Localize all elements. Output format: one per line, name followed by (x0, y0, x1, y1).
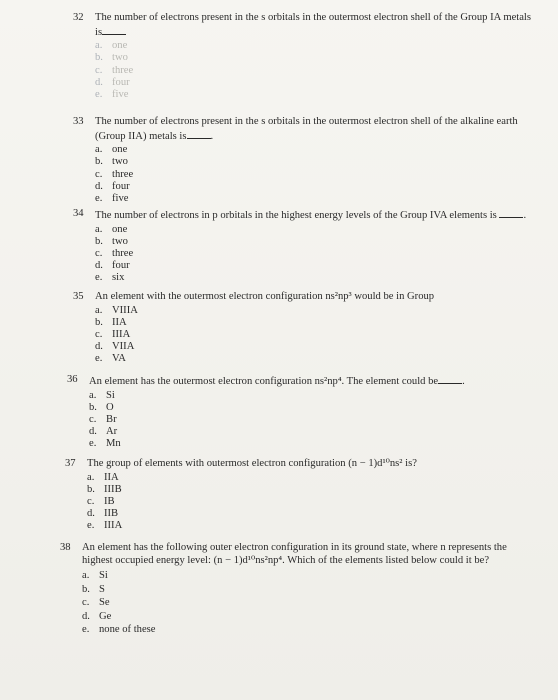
option-text: two (112, 156, 128, 168)
option-letter: c. (95, 328, 103, 340)
option-a (89, 390, 543, 402)
option-c (95, 248, 543, 260)
question-text-line: The group of elements with outermost electron configuration (n − 1)d¹⁰ns² is? (87, 458, 417, 469)
option-text: three (112, 247, 134, 259)
option-letter: a. (89, 389, 97, 401)
option-letter: c. (82, 597, 90, 609)
option-a (95, 305, 543, 317)
option-d (82, 610, 546, 624)
option-text: VIIA (112, 341, 135, 353)
option-letter: e. (89, 438, 97, 450)
option-letter: e. (95, 272, 103, 284)
option-text: Br (106, 413, 117, 425)
question-33: 33 The number of electrons present in the s orbitals in the outermost electron shell of the alkaline earth (Group IIA) metals is . a. one b. two c. three d. four e. five (73, 116, 543, 205)
option-letter: d. (82, 610, 90, 622)
option-text: O (106, 401, 114, 413)
question-text-line: is (95, 26, 103, 38)
option-letter: c. (89, 413, 97, 425)
option-text: one (112, 144, 128, 156)
option-a (95, 224, 543, 236)
option-letter: c. (95, 168, 103, 180)
option-letter: a. (95, 223, 103, 235)
option-text: Si (106, 389, 115, 401)
question-34: 34 The number of electrons in p orbitals in the highest energy levels of the Group IVA elements is . a. one b. two c. three d. four e. six (73, 208, 543, 285)
question-text-line: The number of electrons present in the s orbitals in the outermost electron shell of the Group IA metals (95, 12, 531, 23)
option-a (82, 569, 546, 583)
option-text: IIIA (112, 328, 131, 340)
option-text: four (112, 260, 130, 272)
option-e (95, 353, 543, 365)
option-d (95, 260, 543, 272)
option-text: Si (99, 570, 108, 582)
option-letter: c. (95, 247, 103, 259)
option-letter: a. (95, 304, 103, 316)
question-32 (73, 12, 543, 101)
option-d (95, 77, 543, 89)
option-text: VIIIA (112, 304, 138, 316)
option-a (95, 144, 543, 156)
option-text: Ar (106, 426, 118, 438)
option-c (95, 65, 543, 77)
option-text: six (112, 272, 125, 284)
option-d (95, 181, 543, 193)
question-text-line: An element with the outermost electron configuration ns²np³ would be in Group (95, 291, 435, 302)
option-letter: c. (87, 495, 95, 507)
option-text: IIA (112, 316, 127, 328)
option-b (95, 52, 543, 64)
option-letter: e. (95, 88, 103, 100)
question-text-line: The number of electrons present in the s orbitals in the outermost electron shell of the alkaline earth (95, 116, 518, 127)
option-e (95, 89, 543, 101)
option-letter: a. (87, 471, 95, 483)
option-letter: b. (82, 583, 90, 595)
option-letter: e. (82, 624, 90, 636)
question-number: 38 (60, 542, 71, 553)
question-text-line: (Group IIA) metals is (95, 130, 187, 142)
option-d (95, 341, 543, 353)
option-a (95, 40, 543, 52)
option-e (95, 272, 543, 284)
answer-blank (102, 25, 126, 35)
option-letter: d. (95, 180, 103, 192)
option-d (89, 426, 543, 438)
option-text: three (112, 64, 134, 76)
option-letter: b. (87, 483, 95, 495)
question-number: 32 (73, 12, 84, 23)
option-letter: d. (95, 341, 103, 353)
option-text: IIIA (104, 520, 123, 532)
option-text: Mn (106, 438, 121, 450)
answer-blank (438, 374, 462, 384)
option-d (87, 508, 543, 520)
option-e (95, 193, 543, 205)
question-number: 33 (73, 116, 84, 127)
option-letter: a. (82, 570, 90, 582)
option-text: three (112, 168, 134, 180)
question-35 (73, 291, 543, 366)
option-letter: e. (95, 192, 103, 204)
option-b (95, 156, 543, 168)
option-letter: e. (87, 520, 95, 532)
option-c (95, 169, 543, 181)
option-text: S (99, 583, 105, 595)
option-e (82, 623, 546, 637)
option-c (82, 596, 546, 610)
question-text-line: An element has the outermost electron configuration ns²np⁴. The element could be (89, 376, 439, 387)
option-text: IIA (104, 471, 119, 483)
question-36: 36 An element has the outermost electron configuration ns²np⁴. The element could be . a. Si b. O c. Br d. Ar e. Mn (67, 374, 543, 451)
option-text: five (112, 192, 129, 204)
question-number: 36 (67, 374, 78, 385)
answer-blank (187, 129, 211, 139)
question-number: 34 (73, 208, 84, 219)
option-b (87, 484, 543, 496)
option-text: Se (99, 597, 110, 609)
question-text-line: An element has the following outer electron configuration in its ground state, where n represents the (82, 542, 507, 553)
option-text: four (112, 76, 130, 88)
option-c (87, 496, 543, 508)
option-b (89, 402, 543, 414)
option-text: VA (112, 353, 126, 365)
option-letter: d. (89, 426, 97, 438)
question-number: 35 (73, 291, 84, 302)
option-letter: b. (95, 156, 103, 168)
option-letter: a. (95, 144, 103, 156)
option-text: one (112, 223, 128, 235)
option-text: two (112, 52, 128, 64)
option-text: four (112, 180, 130, 192)
option-text: IIIB (104, 483, 122, 495)
option-letter: b. (95, 235, 103, 247)
question-text-line: The number of electrons in p orbitals in the highest energy levels of the Group IVA elements is (95, 210, 497, 221)
option-text: one (112, 40, 128, 52)
option-letter: d. (95, 260, 103, 272)
option-text: two (112, 235, 128, 247)
option-letter: a. (95, 40, 103, 52)
answer-blank (499, 208, 523, 218)
option-e (89, 438, 543, 450)
option-text: none of these (99, 624, 156, 636)
option-b (95, 236, 543, 248)
question-number: 37 (65, 458, 76, 469)
option-b (95, 317, 543, 329)
option-c (89, 414, 543, 426)
option-c (95, 329, 543, 341)
option-letter: b. (89, 401, 97, 413)
option-e (87, 520, 543, 532)
option-letter: b. (95, 52, 103, 64)
option-letter: c. (95, 64, 103, 76)
option-a (87, 472, 543, 484)
option-letter: d. (95, 76, 103, 88)
option-letter: e. (95, 353, 103, 365)
option-text: IIB (104, 508, 119, 520)
option-text: IB (104, 495, 115, 507)
question-38 (60, 542, 546, 637)
question-text-line: highest occupied energy level: (n − 1)d¹⁰ns²np⁴. Which of the elements listed below could it be? (82, 554, 490, 566)
option-letter: d. (87, 508, 95, 520)
option-text: Ge (99, 610, 112, 622)
option-text: five (112, 88, 129, 100)
option-b (82, 583, 546, 597)
question-37 (65, 458, 543, 533)
option-letter: b. (95, 316, 103, 328)
